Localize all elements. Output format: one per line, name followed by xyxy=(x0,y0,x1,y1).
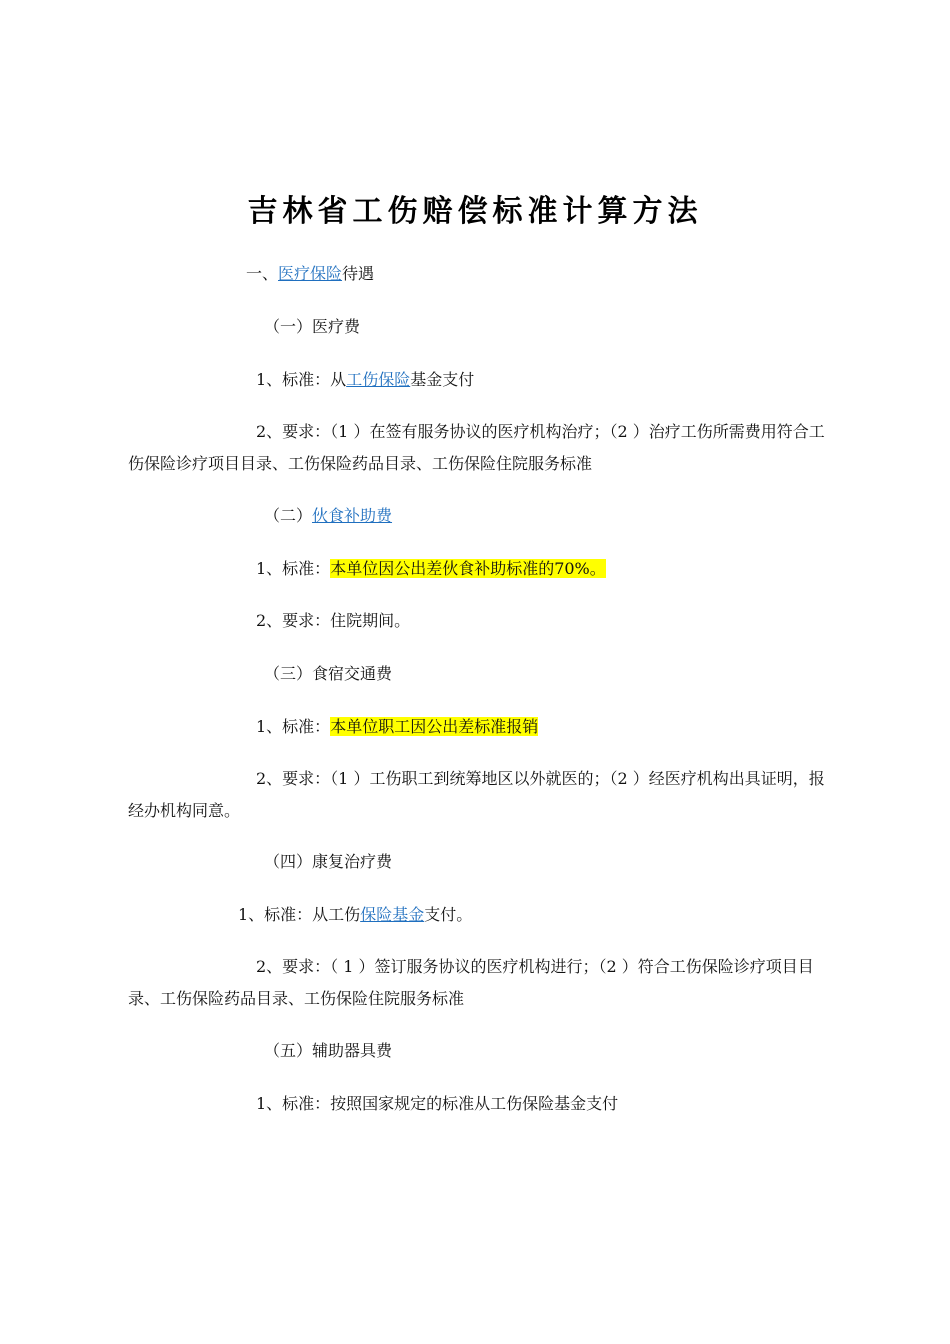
assistive-devices-standard: 1、标准：按照国家规定的标准从工伤保险基金支付 xyxy=(256,1094,619,1113)
meal-allowance-prefix: （二） xyxy=(264,506,313,525)
lodging-transport-requirement: 2、要求：（1 ）工伤职工到统筹地区以外就医的；（2 ）经医疗机构出具证明，报经办机构同意。 xyxy=(128,769,825,820)
subsection-meal-allowance xyxy=(264,506,392,526)
section-1-prefix: 一、 xyxy=(246,264,279,283)
subsection-rehabilitation: （四）康复治疗费 xyxy=(264,852,393,871)
work-injury-insurance-link[interactable]: 工伤保险 xyxy=(346,370,411,389)
meal-allowance-standard-prefix: 1、标准： xyxy=(256,559,331,578)
medical-insurance-link[interactable]: 医疗保险 xyxy=(278,264,343,283)
lodging-transport-standard-prefix: 1、标准： xyxy=(256,717,331,736)
rehabilitation-standard xyxy=(238,905,472,925)
medical-fee-requirement: 2、要求：（1 ）在签有服务协议的医疗机构治疗；（2 ）治疗工伤所需费用符合工伤保险诊疗项目目录、工伤保险药品目录、工伤保险住院服务标准 xyxy=(128,422,825,473)
subsection-lodging-transport: （三）食宿交通费 xyxy=(264,664,393,683)
rehabilitation-standard-suffix: 支付。 xyxy=(424,905,473,924)
document-title: 吉林省工伤赔偿标准计算方法 xyxy=(247,194,703,229)
lodging-transport-standard xyxy=(256,717,538,737)
meal-allowance-standard xyxy=(256,559,606,579)
section-1-suffix: 待遇 xyxy=(342,264,375,283)
medical-fee-standard-prefix: 1、标准：从 xyxy=(256,370,347,389)
insurance-fund-link[interactable]: 保险基金 xyxy=(360,905,425,924)
section-1-heading xyxy=(246,264,374,284)
medical-fee-standard xyxy=(256,370,474,390)
subsection-assistive-devices: （五）辅助器具费 xyxy=(264,1041,393,1060)
meal-allowance-link[interactable]: 伙食补助费 xyxy=(312,506,393,525)
medical-fee-standard-suffix: 基金支付 xyxy=(410,370,475,389)
rehabilitation-requirement: 2、要求：（ 1 ）签订服务协议的医疗机构进行；（2 ）符合工伤保险诊疗项目目录、工伤保险药品目录、工伤保险住院服务标准 xyxy=(128,957,814,1008)
rehabilitation-standard-prefix: 1、标准：从工伤 xyxy=(238,905,361,924)
meal-allowance-requirement: 2、要求：住院期间。 xyxy=(256,611,411,630)
lodging-transport-standard-highlight: 本单位职工因公出差标准报销 xyxy=(330,717,539,736)
subsection-medical-fee: （一）医疗费 xyxy=(264,317,361,336)
meal-allowance-standard-highlight: 本单位因公出差伙食补助标准的70%。 xyxy=(330,559,606,578)
